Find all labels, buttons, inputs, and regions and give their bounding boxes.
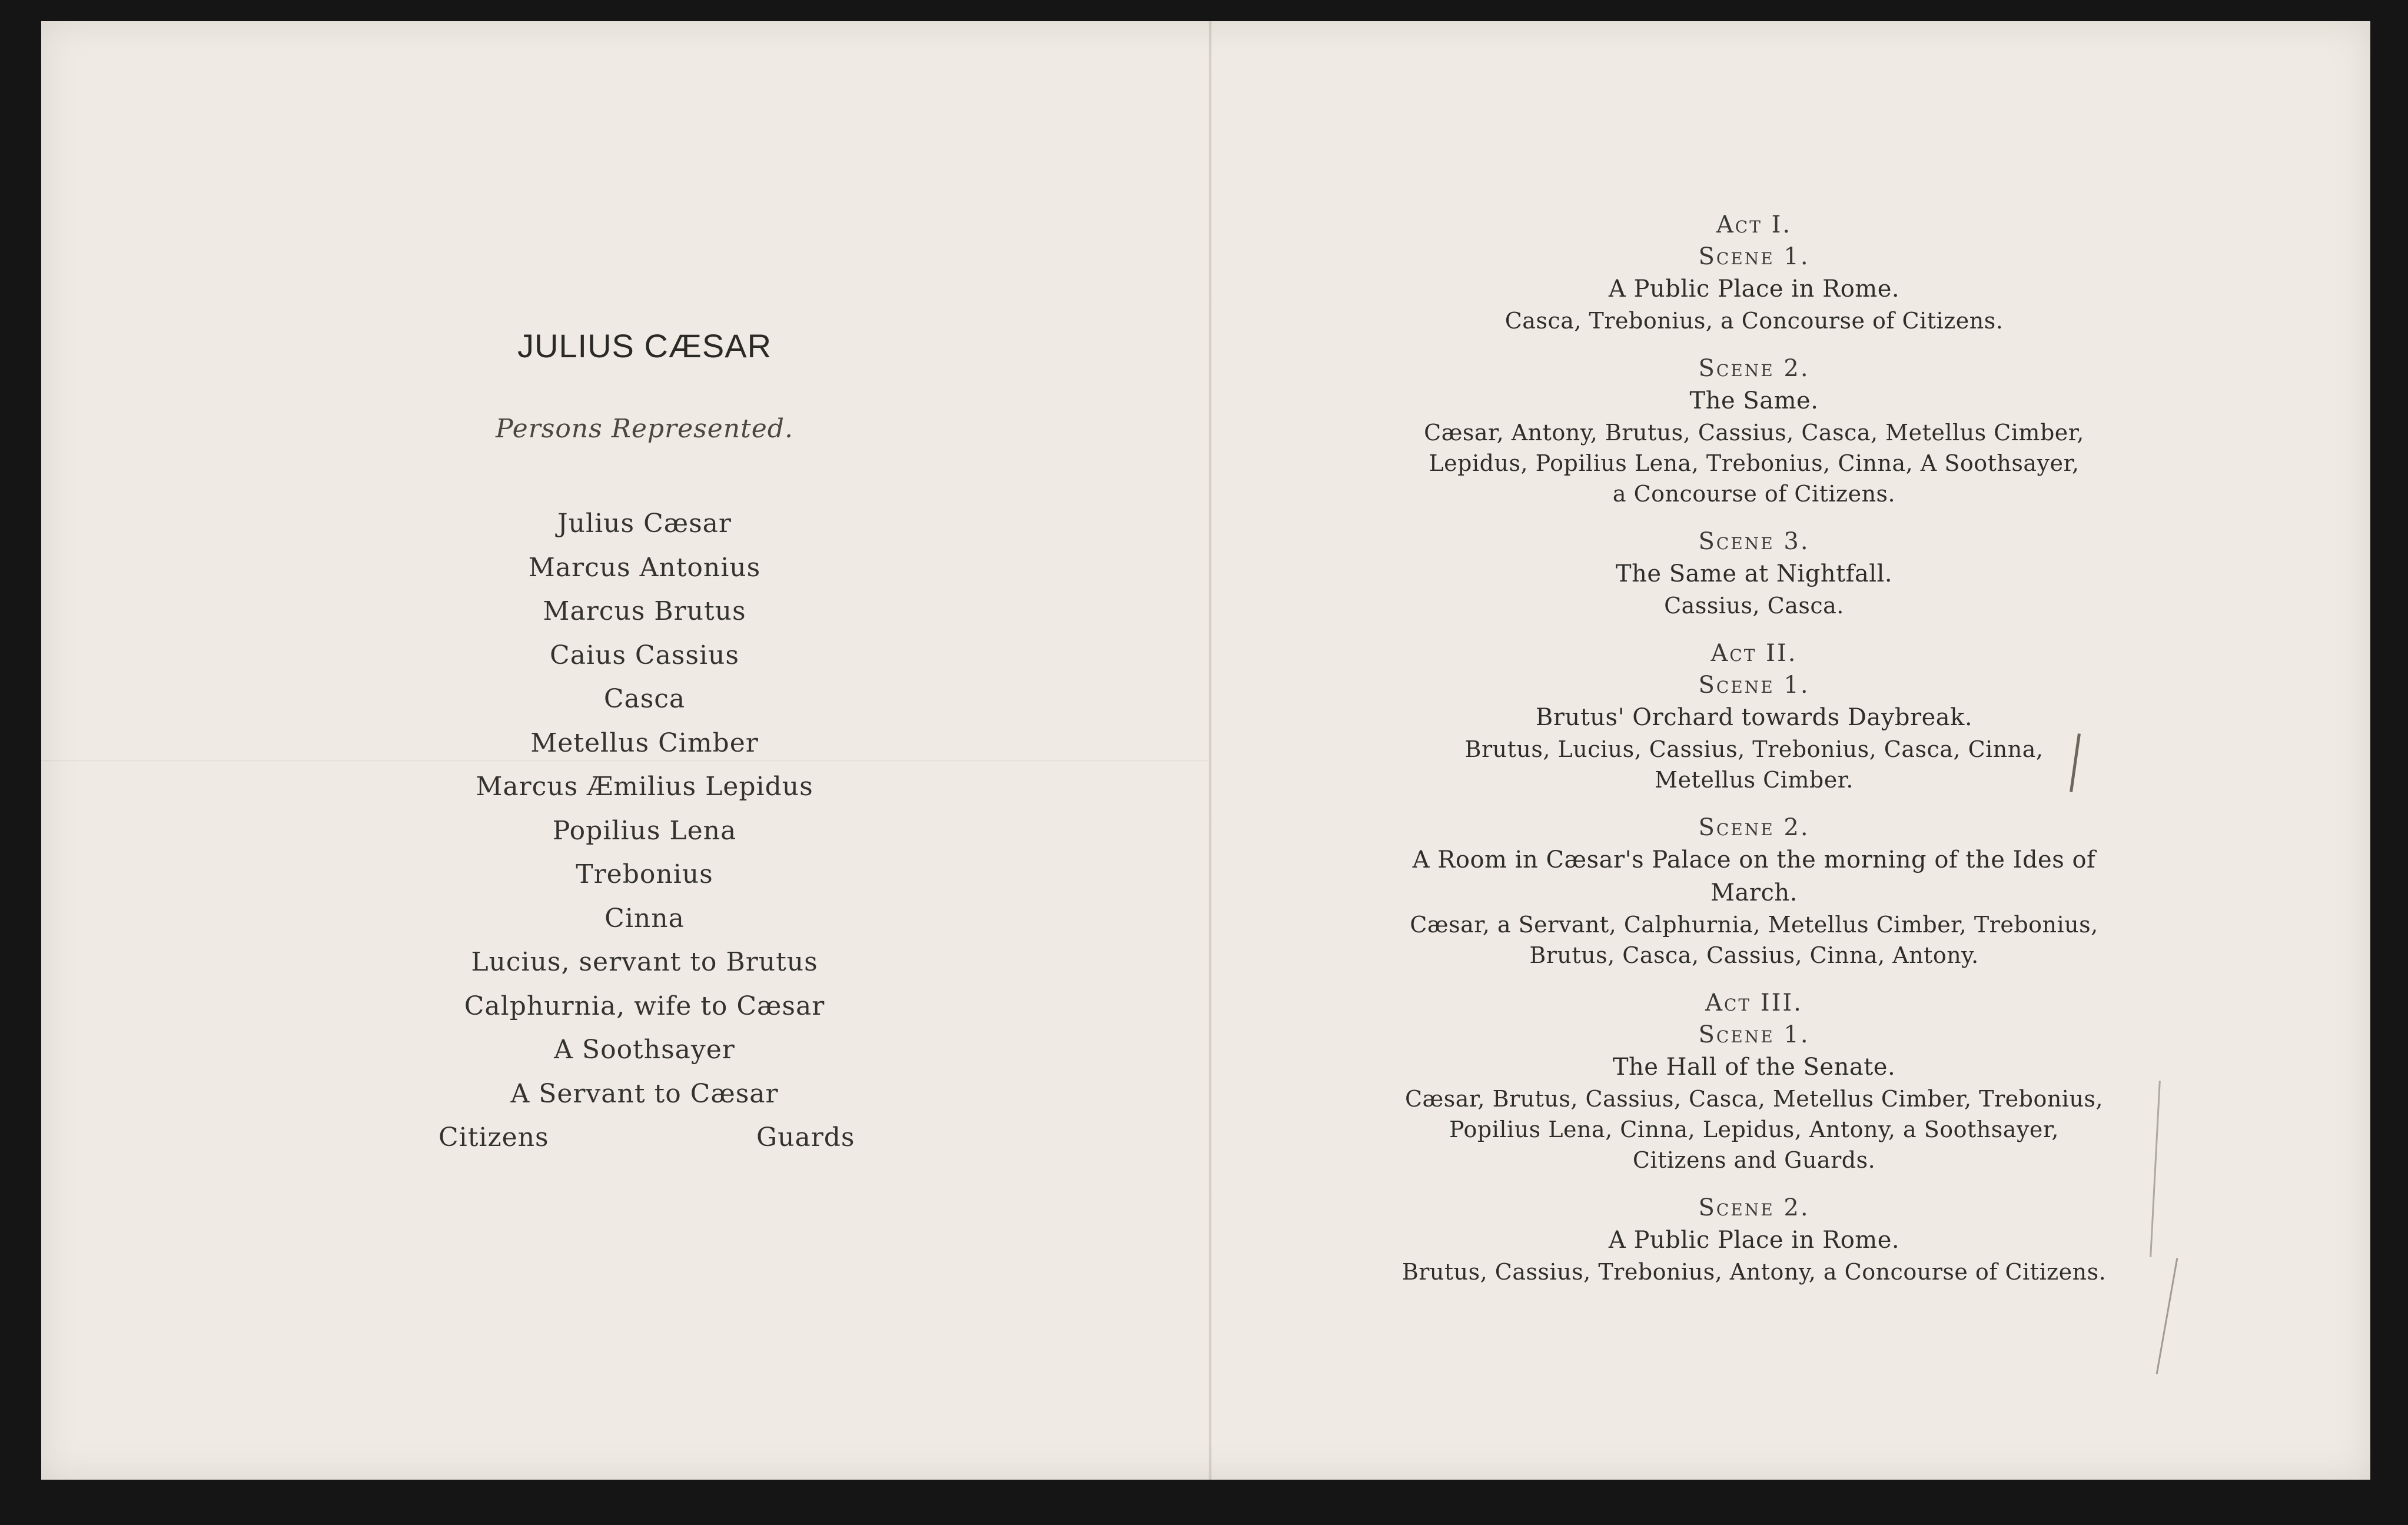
- scene-characters: Citizens and Guards.: [1632, 1147, 1876, 1173]
- scene-characters: Brutus, Casca, Cassius, Cinna, Antony.: [1529, 942, 1979, 968]
- cast-item: Popilius Lena: [552, 815, 737, 846]
- scene-heading: Scene 2.: [1698, 355, 1810, 382]
- scene-location: The Same.: [1689, 387, 1819, 414]
- scene-characters: Cæsar, Antony, Brutus, Cassius, Casca, Metellus Cimber,: [1424, 420, 2084, 446]
- cast-heading: Persons Represented.: [496, 414, 793, 444]
- act-heading: Act III.: [1705, 989, 1803, 1016]
- cast-item: Marcus Antonius: [528, 552, 761, 583]
- act-3-scene-1: [1401, 987, 2107, 1175]
- cast-list: [0, 502, 1289, 1160]
- scene-location: The Hall of the Senate.: [1612, 1054, 1896, 1081]
- scene-characters: Cassius, Casca.: [1664, 593, 1844, 619]
- cast-item: A Servant to Cæsar: [510, 1078, 779, 1109]
- scene-characters: a Concourse of Citizens.: [1612, 481, 1896, 507]
- scene-characters: Cæsar, a Servant, Calphurnia, Metellus Cimber, Trebonius,: [1410, 912, 2098, 938]
- scene-characters: Popilius Lena, Cinna, Lepidus, Antony, a Soothsayer,: [1449, 1117, 2059, 1142]
- pencil-mark: [2150, 1081, 2161, 1257]
- act-2-scene-2: [1401, 812, 2107, 971]
- cast-item: Lucius, servant to Brutus: [471, 947, 818, 977]
- scene-location: The Same at Nightfall.: [1615, 560, 1893, 587]
- scene-heading: Scene 1.: [1698, 672, 1810, 699]
- cast-item: Marcus Æmilius Lepidus: [476, 772, 813, 802]
- scene-heading: Scene 1.: [1698, 243, 1810, 270]
- cast-item: Marcus Brutus: [543, 596, 746, 626]
- scene-location: A Public Place in Rome.: [1608, 1227, 1900, 1254]
- act-1-scene-1: [1401, 209, 2107, 336]
- scene-characters: Lepidus, Popilius Lena, Trebonius, Cinna, A Soothsayer,: [1429, 450, 2080, 476]
- cast-item: Casca: [603, 684, 686, 714]
- cast-item: Caius Cassius: [550, 640, 739, 670]
- scene-heading: Scene 1.: [1698, 1021, 1810, 1048]
- scene-characters: Brutus, Cassius, Trebonius, Antony, a Concourse of Citizens.: [1401, 1259, 2107, 1285]
- act-3-scene-2: [1401, 1192, 2107, 1287]
- play-title: JULIUS CÆSAR: [517, 327, 772, 364]
- cast-item: Trebonius: [576, 859, 713, 889]
- cast-item-citizens: Citizens: [439, 1122, 549, 1152]
- act-2-scene-1: [1401, 637, 2107, 795]
- scene-list: [1401, 209, 2107, 1287]
- scene-characters: Metellus Cimber.: [1655, 767, 1854, 793]
- cast-item: A Soothsayer: [554, 1035, 735, 1065]
- scene-characters: Brutus, Lucius, Cassius, Trebonius, Casca, Cinna,: [1464, 736, 2044, 762]
- scene-heading: Scene 2.: [1698, 814, 1810, 841]
- cast-item-guards: Guards: [756, 1122, 855, 1152]
- cast-item: Cinna: [605, 903, 685, 933]
- scene-characters: Cæsar, Brutus, Cassius, Casca, Metellus Cimber, Trebonius,: [1404, 1086, 2104, 1112]
- scene-heading: Scene 3.: [1698, 528, 1810, 555]
- scene-location: A Public Place in Rome.: [1608, 275, 1900, 303]
- cast-item: Julius Cæsar: [557, 509, 732, 539]
- scene-location: A Room in Cæsar's Palace on the morning of the Ides of: [1412, 846, 2096, 873]
- act-heading: Act II.: [1710, 640, 1798, 667]
- pencil-mark: [2156, 1258, 2178, 1374]
- act-1-scene-2: [1401, 353, 2107, 509]
- scene-heading: Scene 2.: [1698, 1194, 1810, 1221]
- scene-characters: Casca, Trebonius, a Concourse of Citizens.: [1504, 308, 2004, 334]
- cast-item-group: [0, 1116, 1289, 1160]
- scene-location: Brutus' Orchard towards Daybreak.: [1535, 704, 1973, 731]
- act-heading: Act I.: [1716, 211, 1792, 238]
- cast-item: Calphurnia, wife to Cæsar: [464, 991, 825, 1021]
- act-1-scene-3: [1401, 526, 2107, 621]
- scene-location: March.: [1710, 879, 1798, 906]
- cast-item: Metellus Cimber: [530, 727, 759, 758]
